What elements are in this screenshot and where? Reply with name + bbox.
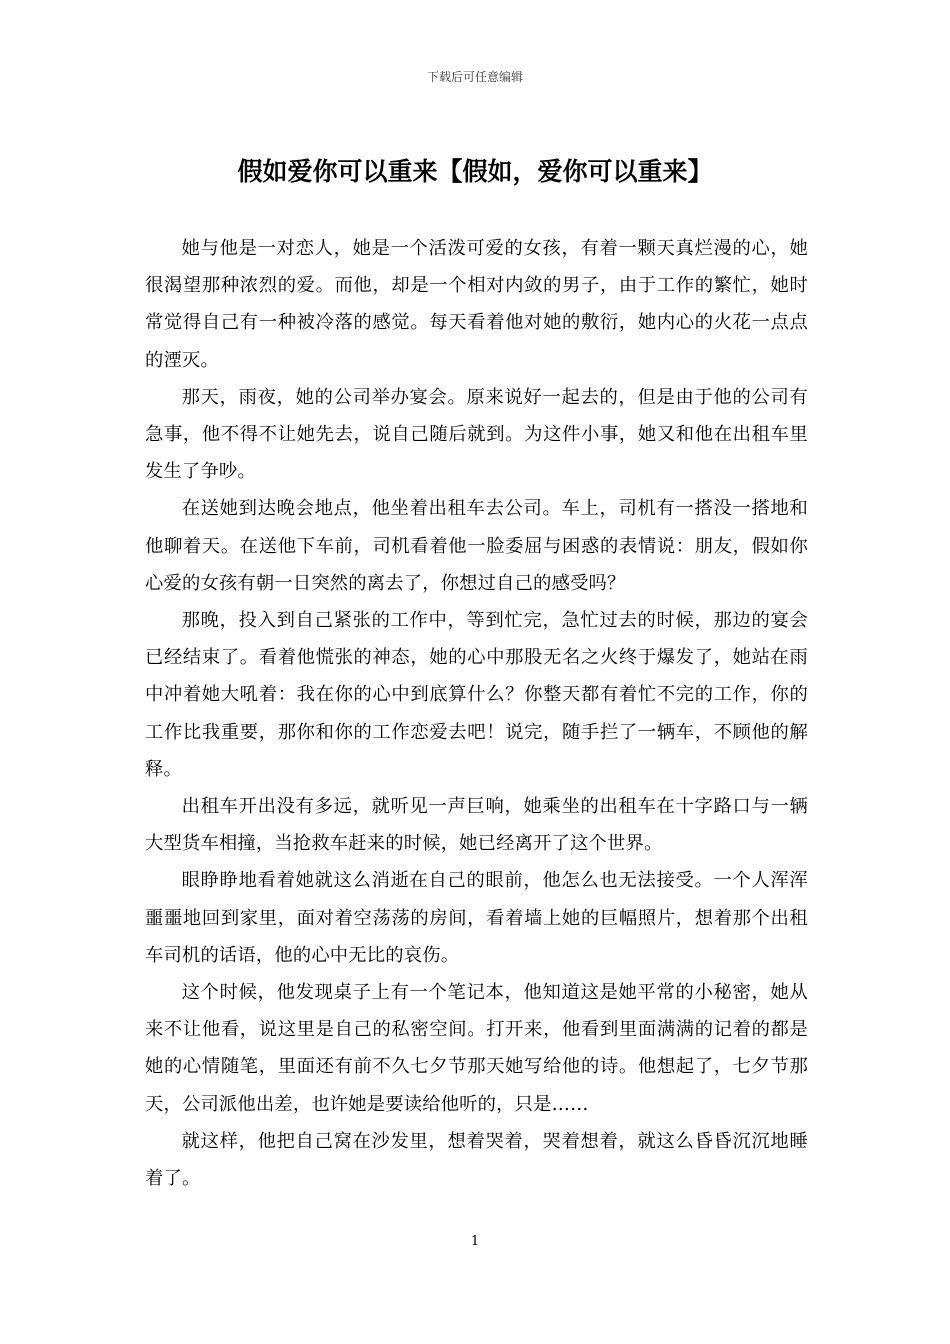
page-number: 1 bbox=[470, 1234, 480, 1249]
header-note: 下载后可任意编辑 bbox=[426, 70, 523, 84]
paragraph-8: 就这样，他把自己窝在沙发里，想着哭着，哭着想着，就这么昏昏沉沉地睡着了。 bbox=[145, 1130, 808, 1190]
paragraph-4: 那晚，投入到自己紧张的工作中，等到忙完，急忙过去的时候，那边的宴会已经结束了。看着他慌张的神态，她的心中那股无名之火终于爆发了，她站在雨中冲着她大吼着：我在你的心中到底算什么？你整天都有着忙不完的工作，你的工作比我重要，那你和你的工作恋爱去吧！说完，随手拦了一辆车，不顾他的解释。 bbox=[145, 610, 808, 780]
paragraph-7: 这个时候，他发现桌子上有一个笔记本，他知道这是她平常的小秘密，她从来不让他看，说这里是自己的私密空间。打开来，他看到里面满满的记着的都是她的心情随笔，里面还有前不久七夕节那天她写给他的诗。他想起了，七夕节那天，公司派他出差，也许她是要读给他听的，只是…… bbox=[145, 982, 808, 1115]
paragraph-5: 出租车开出没有多远，就听见一声巨响，她乘坐的出租车在十字路口与一辆大型货车相撞，当抢救车赶来的时候，她已经离开了这个世界。 bbox=[145, 796, 808, 855]
paragraph-3: 在送她到达晚会地点，他坐着出租车去公司。车上，司机有一搭没一搭地和他聊着天。在送他下车前，司机看着他一脸委屈与困惑的表情说：朋友，假如你心爱的女孩有朝一日突然的离去了，你想过自己的感受吗？ bbox=[145, 498, 808, 594]
paragraph-2: 那天，雨夜，她的公司举办宴会。原来说好一起去的，但是由于他的公司有急事，他不得不让她先去，说自己随后就到。为这件小事，她又和他在出租车里发生了争吵。 bbox=[145, 386, 808, 483]
paragraph-1: 她与他是一对恋人，她是一个活泼可爱的女孩，有着一颗天真烂漫的心，她很渴望那种浓烈的爱。而他，却是一个相对内敛的男子，由于工作的繁忙，她时常觉得自己有一种被冷落的感觉。每天看着他对她的敷衍，她内心的火花一点点的湮灭。 bbox=[145, 238, 808, 371]
document-body bbox=[145, 230, 808, 1197]
paragraph-6: 眼睁睁地看着她就这么消逝在自己的眼前，他怎么也无法接受。一个人浑浑噩噩地回到家里，面对着空荡荡的房间，看着墙上她的巨幅照片，想着那个出租车司机的话语，他的心中无比的哀伤。 bbox=[145, 870, 808, 966]
document-title: 假如爱你可以重来【假如，爱你可以重来】 bbox=[237, 157, 713, 186]
